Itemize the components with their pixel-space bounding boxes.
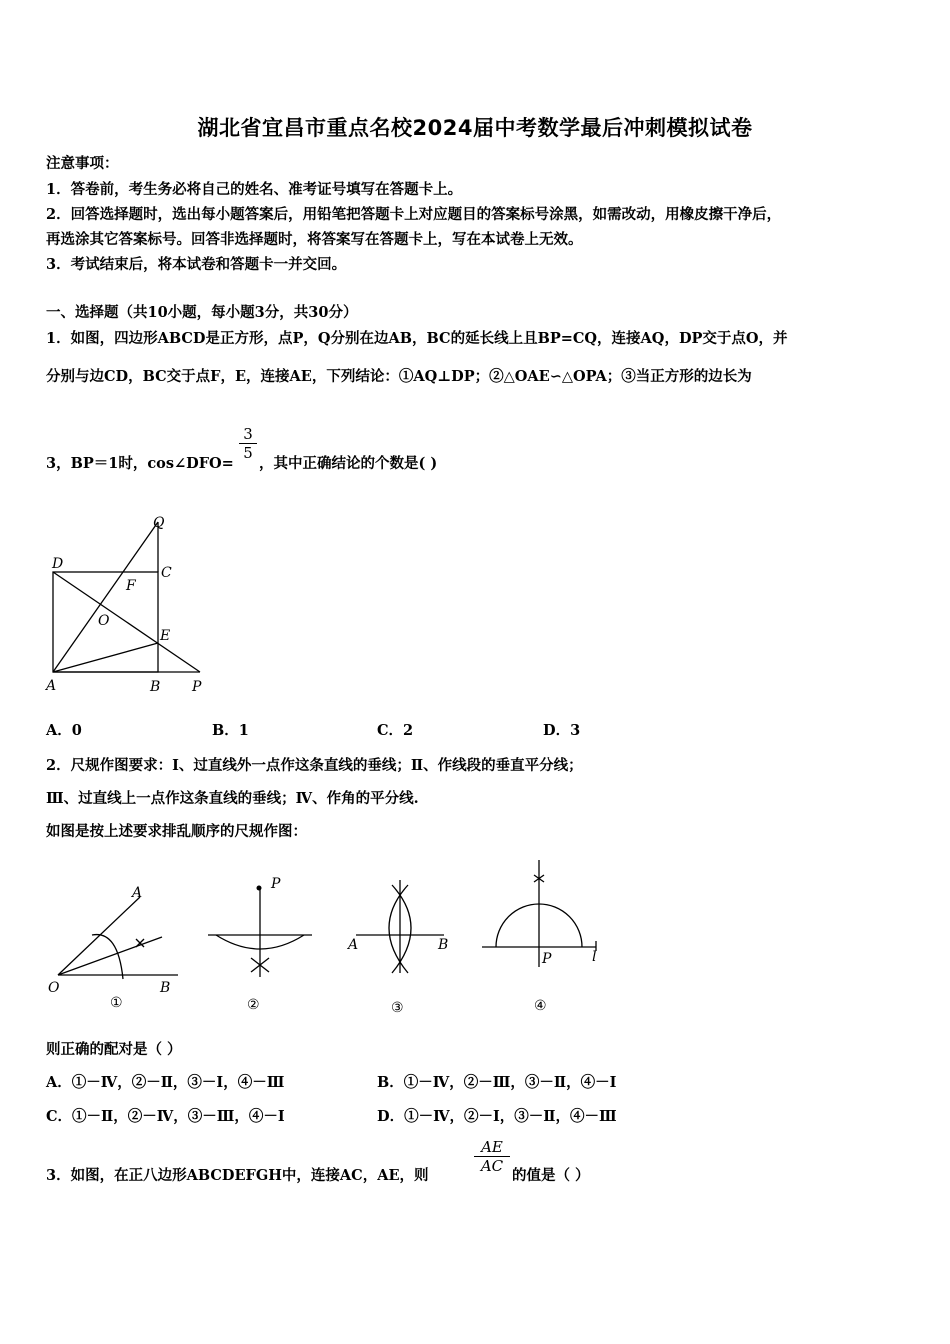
q3-frac-num: AE [481, 1138, 503, 1156]
fig1-number: ① [110, 995, 123, 1011]
q2-construction-figures [40, 855, 620, 1020]
q2-option-d[interactable]: D．①－Ⅳ，②－Ⅰ，③－Ⅱ，④－Ⅲ [377, 1108, 617, 1125]
notice-item-2a: 2．回答选择题时，选出每小题答案后，用铅笔把答题卡上对应题目的答案标号涂黑，如需改动，用橡皮擦干净后， [46, 206, 782, 223]
label-F: F [126, 578, 136, 594]
fig4-label-P: P [542, 951, 552, 967]
q1-line-1: 1．如图，四边形ABCD是正方形，点P，Q分别在边AB，BC的延长线上且BP=CQ，连接AQ，DP交于点O，并 [46, 330, 788, 347]
label-D: D [52, 556, 64, 572]
fig4-label-l: l [592, 949, 597, 965]
label-A: A [46, 678, 57, 694]
q2-line-2: Ⅲ、过直线上一点作这条直线的垂线；Ⅳ、作角的平分线. [46, 790, 419, 807]
fig3-label-B: B [438, 937, 449, 953]
fig3-label-A: A [348, 937, 359, 953]
fig2-number: ② [247, 997, 260, 1013]
notice-item-1: 1．答卷前，考生务必将自己的姓名、准考证号填写在答题卡上。 [46, 181, 463, 198]
q3-line-a: 3．如图，在正八边形ABCDEFGH中，连接AC，AE，则 [46, 1167, 429, 1184]
q2-line-3: 如图是按上述要求排乱顺序的尺规作图： [46, 823, 307, 840]
fig3-number: ③ [391, 1000, 404, 1016]
fig1-label-A: A [132, 885, 143, 901]
q2-option-c[interactable]: C．①－Ⅱ，②－Ⅳ，③－Ⅲ，④－Ⅰ [46, 1108, 285, 1125]
q1-option-c[interactable]: C．2 [377, 722, 414, 739]
label-E: E [160, 628, 171, 644]
q2-ask: 则正确的配对是（ ） [46, 1041, 182, 1058]
q1-frac-num: 3 [243, 425, 253, 443]
label-O: O [98, 613, 110, 629]
notice-item-2b: 再选涂其它答案标号。回答非选择题时，将答案写在答题卡上，写在本试卷上无效。 [46, 231, 583, 248]
fig1-label-B: B [160, 980, 171, 996]
page-title: 湖北省宜昌市重点名校2024届中考数学最后冲刺模拟试卷 [197, 116, 753, 140]
q2-option-b[interactable]: B．①－Ⅳ，②－Ⅲ，③－Ⅱ，④－Ⅰ [377, 1074, 617, 1091]
label-Q: Q [153, 515, 165, 531]
q3-line-b: 的值是（ ） [512, 1167, 590, 1184]
fig2-label-P: P [271, 876, 281, 892]
section-heading: 一、选择题（共10小题，每小题3分，共30分） [46, 304, 358, 321]
notice-item-3: 3．考试结束后，将本试卷和答题卡一并交回。 [46, 256, 347, 273]
label-B: B [150, 679, 161, 695]
label-P: P [192, 679, 202, 695]
q1-option-b[interactable]: B．1 [212, 722, 249, 739]
label-C: C [161, 565, 172, 581]
q1-line-3b: ，其中正确结论的个数是( ) [259, 455, 438, 472]
q3-frac-den: AC [480, 1157, 504, 1175]
fig4-number: ④ [534, 998, 547, 1014]
q2-line-1: 2．尺规作图要求：Ⅰ、过直线外一点作这条直线的垂线；Ⅱ、作线段的垂直平分线； [46, 757, 583, 774]
fig1-label-O: O [48, 980, 60, 996]
q1-line-2: 分别与边CD，BC交于点F，E，连接AE，下列结论：①AQ⊥DP；②△OAE∽△OPA；③当正方形的边长为 [46, 368, 752, 385]
q3-fraction [474, 1138, 510, 1175]
q1-option-d[interactable]: D．3 [543, 722, 581, 739]
notice-heading: 注意事项： [46, 155, 119, 172]
q1-fraction [239, 425, 257, 462]
q1-line-3a: 3，BP＝1时，cos∠DFO= [46, 455, 234, 472]
q2-option-a[interactable]: A．①－Ⅳ，②－Ⅱ，③－Ⅰ，④－Ⅲ [46, 1074, 285, 1091]
q1-option-a[interactable]: A．0 [46, 722, 82, 739]
q1-square-figure [40, 510, 220, 700]
q1-frac-den: 5 [243, 444, 253, 462]
